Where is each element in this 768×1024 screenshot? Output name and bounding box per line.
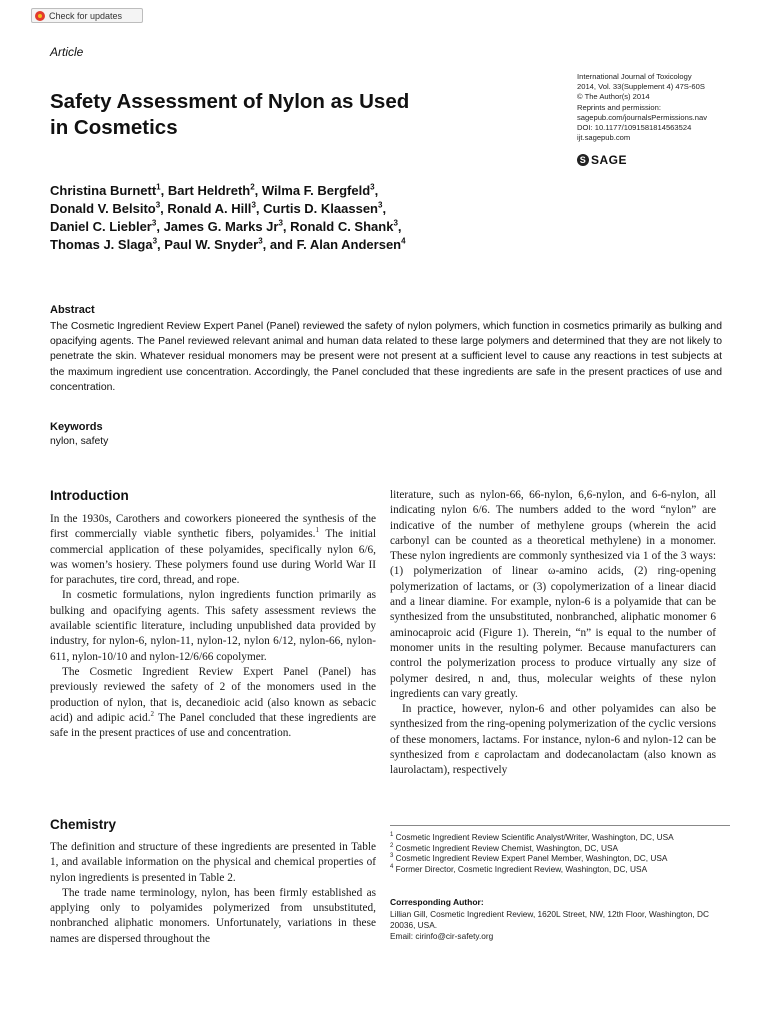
doi[interactable]: DOI: 10.1177/1091581814563524 bbox=[577, 123, 692, 133]
author-name: Donald V. Belsito bbox=[50, 201, 156, 216]
paragraph: In cosmetic formulations, nylon ingredients function primarily as bulking and opacifying agents. This safety assessment reviews the available scientific literature, including unpublished data provided by industry, for nylon-6, nylon-11, nylon-12, nylon 6/12, nylon-66, nylon-611, nylon-10/10 and nylon-12/6/66 copolymer. bbox=[50, 589, 376, 663]
author-affiliation: 4 bbox=[401, 236, 406, 246]
citation-ref[interactable]: 1 bbox=[315, 526, 319, 535]
footnote-number: 3 bbox=[390, 853, 394, 860]
corresponding-author-heading: Corresponding Author: bbox=[390, 897, 484, 907]
paragraph: In practice, however, nylon-6 and other polyamides can also be synthesized from the ring-opening polymerization of the cyclic versions of these monomers, lactams. For instance, nylon-6 and nylon-12 can be synthesized from ε caprolactam and dodecanolactam (also known as laurolactam), respectively bbox=[390, 703, 716, 777]
author-affiliation: 3 bbox=[152, 236, 158, 246]
author-name: James G. Marks Jr bbox=[163, 219, 279, 234]
right-column-body bbox=[390, 488, 716, 779]
author-name: Daniel C. Liebler bbox=[50, 219, 152, 234]
author-name: Wilma F. Bergfeld bbox=[261, 183, 371, 198]
corresponding-address: Lillian Gill, Cosmetic Ingredient Review, 1620L Street, NW, 12th Floor, Washington, DC 20036, USA. bbox=[390, 909, 709, 930]
introduction-heading: Introduction bbox=[50, 488, 129, 503]
affiliation-footnotes bbox=[390, 832, 730, 874]
journal-url[interactable]: ijt.sagepub.com bbox=[577, 133, 631, 143]
volume-info: 2014, Vol. 33(Supplement 4) 47S-60S bbox=[577, 82, 705, 92]
footnote-text: Cosmetic Ingredient Review Expert Panel Member, Washington, DC, USA bbox=[395, 853, 668, 864]
reprints-label: Reprints and permission: bbox=[577, 102, 661, 112]
text-span: The Cosmetic Ingredient Review Expert Panel (Panel) has previously reviewed the safety of 2 of the monomers used in the production of nylon, that is, decanedioic acid (also known as sebacic acid) and adipic acid. bbox=[50, 665, 376, 724]
author-affiliation: 3 bbox=[251, 200, 256, 210]
paragraph: The definition and structure of these ingredients are presented in Table 1, and available information on the physical and chemical properties of nylon ingredients is presented in Table 2. bbox=[50, 841, 376, 884]
corresponding-email[interactable]: Email: cirinfo@cir-safety.org bbox=[390, 931, 494, 941]
sage-logo-icon: S bbox=[577, 154, 589, 166]
footnote-number: 1 bbox=[390, 832, 394, 839]
author-list: Christina Burnett$^1$, Bart Heldreth$^2$, Wilma F. Bergfeld$^3$, Donald V. Belsito$^3$, Ronald A. Hill$^3$, Curtis D. Klaassen$^3$, Daniel C. Liebler$^3$, James G. Marks Jr$^3$, Ronald C. Shank$^3$, Thomas J. Slaga$^3$, Paul W. Snyder$^3$, and F. Alan Andersen$^4$ bbox=[50, 182, 406, 252]
paragraph: The trade name terminology, nylon, has been firmly established as applying only to polyamides polymerized from unsubstituted, nonbranched aliphatic monomers. Unfortunately, variations in these names are dispersed throughout the bbox=[50, 886, 376, 945]
author-affiliation: 3 bbox=[258, 236, 263, 246]
footnote-text: Cosmetic Ingredient Review Scientific Analyst/Writer, Washington, DC, USA bbox=[395, 832, 674, 842]
badge-label: Check for updates bbox=[49, 10, 123, 21]
author-name: F. Alan Andersen bbox=[296, 237, 402, 252]
publication-info bbox=[577, 72, 757, 143]
text-span: In the 1930s, Carothers and coworkers pioneered the synthesis of the first commercially viable synthetic fibers, polyamides. bbox=[50, 513, 376, 541]
keywords-text: nylon, safety bbox=[50, 436, 109, 447]
author-affiliation: 3 bbox=[278, 218, 283, 228]
author-affiliation: 3 bbox=[155, 200, 161, 210]
footnote-text: Former Director, Cosmetic Ingredient Review, Washington, DC, USA bbox=[395, 863, 648, 874]
publisher-logo bbox=[577, 153, 627, 167]
paragraph bbox=[50, 512, 376, 588]
copyright: © The Author(s) 2014 bbox=[577, 92, 650, 102]
author-affiliation: 1 bbox=[156, 182, 161, 192]
chemistry-heading: Chemistry bbox=[50, 817, 117, 832]
citation-ref[interactable]: 2 bbox=[150, 710, 155, 719]
corresponding-author-details bbox=[390, 909, 720, 942]
text-span: The Panel concluded that these ingredients are safe in the present practices of use and concentration. bbox=[50, 711, 376, 740]
text-span: The initial commercial application of these polyamides, specifically nylon 6/6, was women’s hosiery. These polymers found use during World War II for parachutes, tire cord, thread, and rope. bbox=[50, 528, 376, 587]
journal-name: International Journal of Toxicology bbox=[577, 72, 692, 81]
author-affiliation: 3 bbox=[393, 218, 398, 228]
author-name: Bart Heldreth bbox=[167, 183, 251, 198]
author-name: Thomas J. Slaga bbox=[50, 237, 153, 252]
footnote-number: 4 bbox=[390, 864, 394, 871]
abstract-heading: Abstract bbox=[50, 304, 95, 316]
footnote bbox=[390, 843, 730, 854]
paragraph bbox=[50, 665, 376, 741]
footnote-number: 2 bbox=[390, 842, 394, 849]
page-title: Safety Assessment of Nylon as Used in Cosmetics bbox=[50, 90, 410, 139]
publisher-name: SAGE bbox=[591, 153, 628, 167]
crossmark-icon bbox=[35, 11, 45, 21]
check-for-updates-button[interactable] bbox=[31, 8, 143, 23]
abstract-text: The Cosmetic Ingredient Review Expert Panel (Panel) reviewed the safety of nylon polymers, which function in cosmetics primarily as bulking and opacifying agents. The Panel reviewed relevant animal and human data related to these large polymers and determined that they are not likely to penetrate the skin. Whatever residual monomers may be present were not present at a sufficient level to cause any reactions in test subjects at the maximum ingredient use concentration. Accordingly, the Panel concluded that these ingredients are safe in the present practices of use and concentration. bbox=[50, 321, 722, 393]
author-name: Curtis D. Klaassen bbox=[263, 201, 378, 216]
author-affiliation: 3 bbox=[370, 182, 375, 192]
author-affiliation: 3 bbox=[378, 200, 383, 210]
keywords-heading: Keywords bbox=[50, 421, 103, 433]
article-type-label: Article bbox=[50, 45, 84, 59]
chemistry-body bbox=[50, 840, 376, 947]
footnote-text: Cosmetic Ingredient Review Chemist, Washington, DC, USA bbox=[395, 842, 619, 853]
paragraph: literature, such as nylon-66, 66-nylon, 6,6-nylon, and 6-6-nylon, all indicating nylon 6/6. The numbers added to the word “nylon” are indicative of the number of methylene groups (wherein the acid carbonyl can be counted as a theoretical methylene) in a monomer. These nylon ingredients are commonly synthesized via 1 of the 3 ways: (1) polymerization of linear ω-amino acids, (2) ring-opening polymerization of lactams, or (3) copolymerization of a linear diacid and a linear diamine. For example, nylon-6 is a polyamide that can be synthesized from the unsubstituted, nonbranched, aliphatic monomer 6 aminocaproic acid (Figure 1). Therein, “n” is equal to the number of monomer units in the resulting polymer. Because manufacturers can control the polymerization process to produce virtually any size of polymer desired, n and, thus, molecular weights of these nylon ingredients can vary greatly. bbox=[390, 489, 716, 700]
footnote bbox=[390, 832, 730, 843]
author-affiliation: 2 bbox=[250, 182, 255, 192]
author-name: Paul W. Snyder bbox=[164, 237, 259, 252]
author-name: Ronald A. Hill bbox=[167, 201, 252, 216]
footnote-divider bbox=[390, 825, 730, 826]
author-affiliation: 3 bbox=[151, 218, 157, 228]
permissions-link[interactable]: sagepub.com/journalsPermissions.nav bbox=[577, 112, 708, 122]
author-name: Ronald C. Shank bbox=[290, 219, 394, 234]
introduction-body bbox=[50, 512, 376, 741]
author-name: Christina Burnett bbox=[50, 183, 157, 198]
footnote bbox=[390, 853, 730, 864]
footnote bbox=[390, 864, 730, 875]
